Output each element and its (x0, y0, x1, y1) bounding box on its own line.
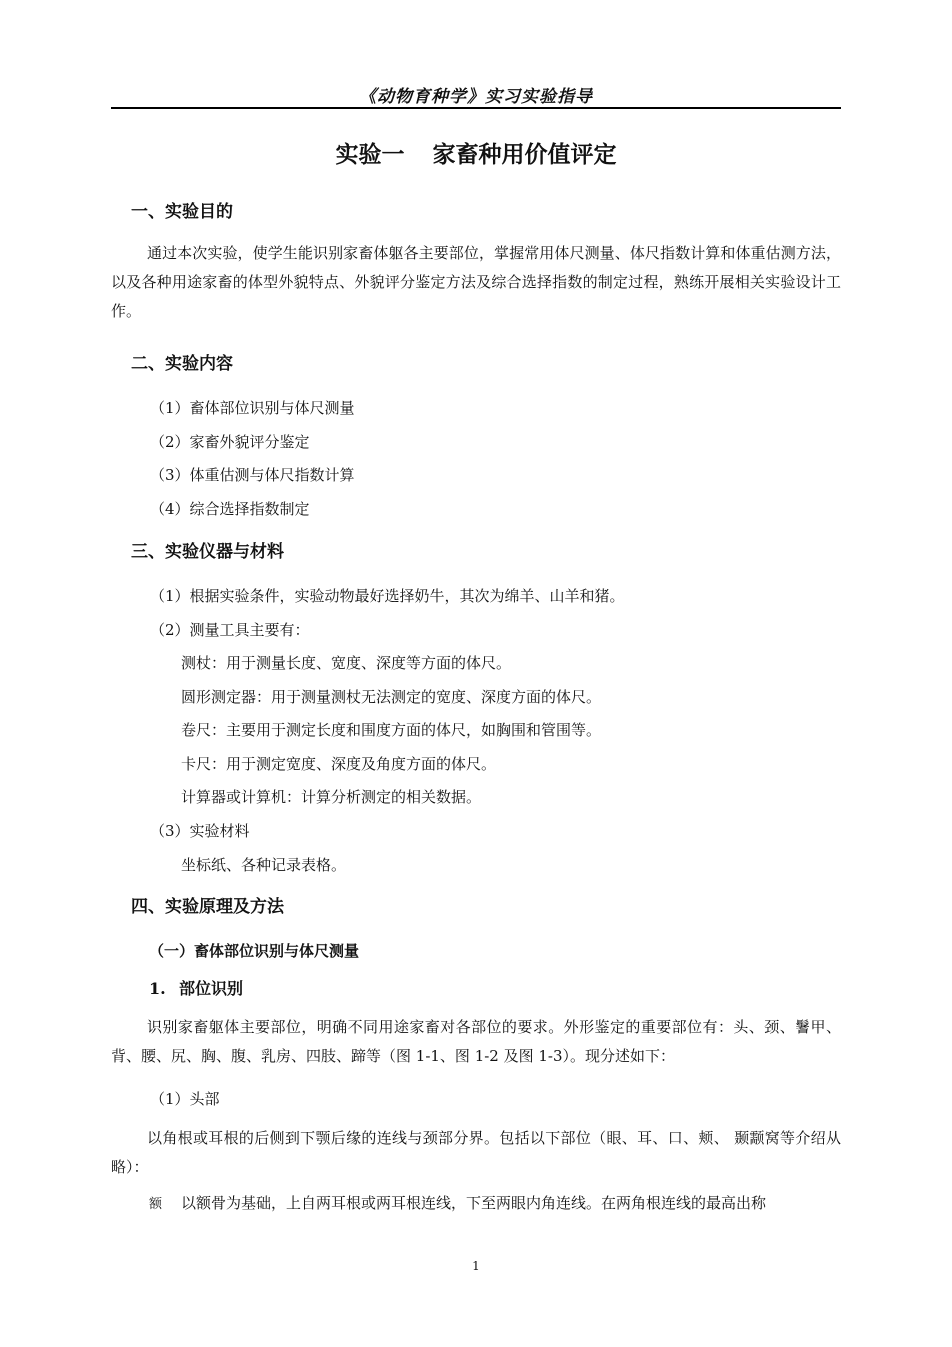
tool-computer: 计算器或计算机：计算分析测定的相关数据。 (181, 788, 482, 806)
page-number: 1 (472, 1259, 480, 1273)
materials-item-1: （1）根据实验条件，实验动物最好选择奶牛，其次为绵羊、山羊和猪。 (150, 587, 625, 605)
head-item: （1）头部 (150, 1090, 220, 1108)
sub-subsection-title: 部位识别 (179, 979, 244, 998)
section-heading-content: 二、实验内容 (131, 354, 233, 374)
content-item-1: （1）畜体部位识别与体尺测量 (150, 399, 355, 417)
term-description: 以额骨为基础，上自两耳根或两耳根连线，下至两眼内角连线。在两角根连线的最高出称 (181, 1194, 767, 1212)
content-item-3: （3）体重估测与体尺指数计算 (150, 466, 355, 484)
materials-item-2: （2）测量工具主要有： (150, 621, 310, 639)
running-header: 《动物育种学》实习实验指导 (359, 87, 593, 107)
term-label: 额 (149, 1197, 163, 1212)
content-item-2: （2）家畜外貌评分鉴定 (150, 433, 310, 451)
content-item-4: （4）综合选择指数制定 (150, 500, 310, 518)
subsection-heading: （一）畜体部位识别与体尺测量 (149, 942, 360, 960)
section-heading-purpose: 一、实验目的 (131, 202, 233, 222)
tool-caliper: 卡尺：用于测定宽度、深度及角度方面的体尺。 (181, 755, 497, 773)
section-heading-methods: 四、实验原理及方法 (131, 897, 284, 917)
tool-circle-gauge: 圆形测定器：用于测量测杖无法测定的宽度、深度方面的体尺。 (181, 688, 602, 706)
sub-subsection-number: 1. (149, 979, 166, 998)
head-paragraph: 以角根或耳根的后侧到下颚后缘的连线与颈部分界。包括以下部位（眼、耳、口、颊、 颞颥窝等介绍从略）： (111, 1129, 841, 1176)
sub-subsection-heading (149, 976, 243, 999)
chapter-name: 家畜种用价值评定 (432, 142, 617, 168)
tool-measuring-stick: 测杖：用于测量长度、宽度、深度等方面的体尺。 (181, 654, 512, 672)
tool-tape-measure: 卷尺：主要用于测定长度和围度方面的体尺，如胸围和管围等。 (181, 721, 602, 739)
term-forehead (149, 1192, 841, 1213)
section-heading-materials: 三、实验仪器与材料 (131, 542, 284, 562)
materials-list: 坐标纸、各种记录表格。 (181, 856, 347, 874)
chapter-title (111, 136, 841, 169)
parts-paragraph: 识别家畜躯体主要部位，明确不同用途家畜对各部位的要求。外形鉴定的重要部位有：头、颈、鬐甲、背、腰、尻、胸、腹、乳房、四肢、蹄等（图 1-1、图 1-2 及图 1-3）。现分述如下： (111, 1018, 841, 1065)
materials-item-3: （3）实验材料 (150, 822, 250, 840)
purpose-paragraph: 通过本次实验，使学生能识别家畜体躯各主要部位，掌握常用体尺测量、体尺指数计算和体重估测方法，以及各种用途家畜的体型外貌特点、外貌评分鉴定方法及综合选择指数的制定过程，熟练开展相关实验设计工作。 (111, 244, 841, 320)
header-rule (111, 107, 841, 109)
chapter-number: 实验一 (335, 142, 405, 168)
